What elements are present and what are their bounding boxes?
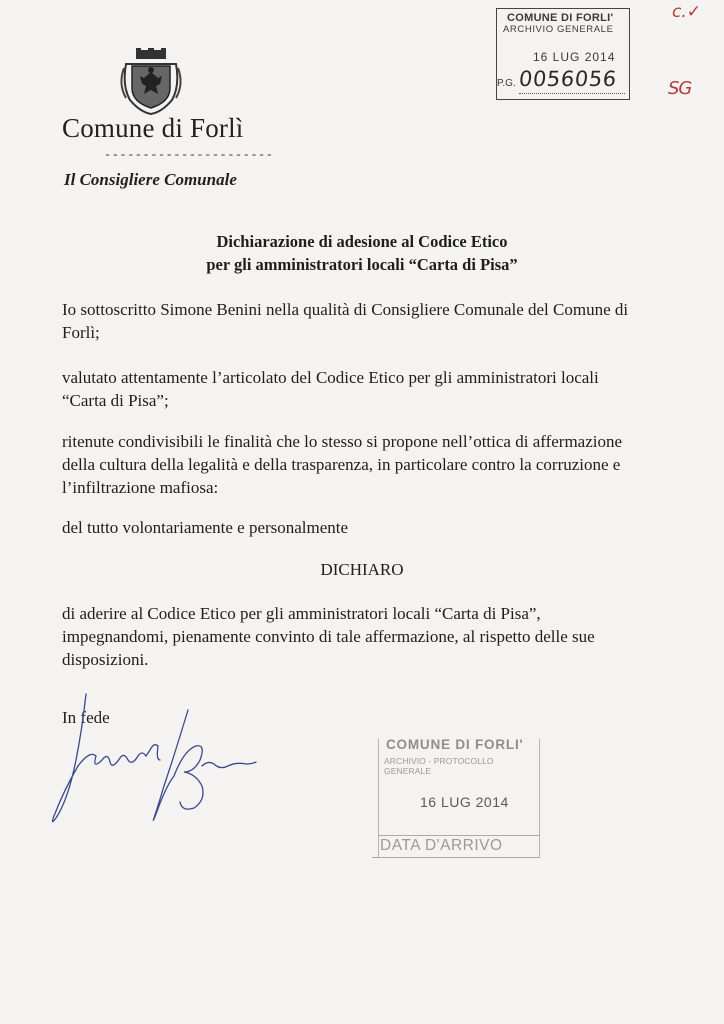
protocol-stamp [496,8,630,100]
arrival-stamp-date: 16 LUG 2014 [420,794,509,810]
paragraph-adhere: di aderire al Codice Etico per gli amministratori locali “Carta di Pisa”, impegnandomi, pienamente convinto di tale affermazione, al rispetto delle sue disposizioni. [62,604,595,669]
comune-title: Comune di Forlì [62,113,244,143]
paragraph-voluntarily: del tutto volontariamente e personalmente [62,518,349,537]
paragraph-evaluated: valutato attentamente l’articolato del Codice Etico per gli amministratori locali “Carta di Pisa”; [62,368,599,410]
paragraph-considered: ritenute condivisibili le finalità che lo stesso si propone nell’ottica di affermazione della cultura della legalità e della trasparenza, in particolare contro la corruzione e l’infiltrazione mafiosa: [62,432,623,497]
arrival-stamp [372,737,540,863]
paragraph-undersigned: Io sottoscritto Simone Benini nella qualità di Consigliere Comunale del Comune di Forlì; [62,300,629,342]
arrival-stamp-archive: ARCHIVIO - PROTOCOLLO GENERALE [384,756,494,776]
stamp-dotted-line [519,93,625,94]
stamp-comune: COMUNE DI FORLI' [507,12,614,24]
stamp-archive: ARCHIVIO GENERALE [503,24,614,35]
arrival-stamp-label: DATA D'ARRIVO [380,837,503,854]
handwritten-corner-mark: c.✓ [672,2,701,22]
stamp-border-left [378,739,379,857]
title-rule: ---------------------- [104,148,274,162]
stamp-date: 16 LUG 2014 [533,50,616,64]
document-title-line-1: Dichiarazione di adesione al Codice Etico [216,232,508,251]
document-title-line-2: per gli amministratori locali “Carta di Pisa” [206,255,518,274]
in-fede-label: In fede [62,708,110,727]
stamp-border-bottom [372,857,540,858]
role-subtitle: Il Consigliere Comunale [64,170,237,189]
handwritten-initials: SG [668,78,692,99]
municipal-crest-icon [116,46,186,116]
stamp-pg-number: 0056056 [517,67,618,91]
stamp-pg-label: P.G. [497,78,516,89]
stamp-divider [378,835,540,836]
arrival-stamp-comune: COMUNE DI FORLI' [386,737,524,752]
handwritten-signature [46,690,266,830]
declaration-heading: DICHIARO [320,560,404,579]
